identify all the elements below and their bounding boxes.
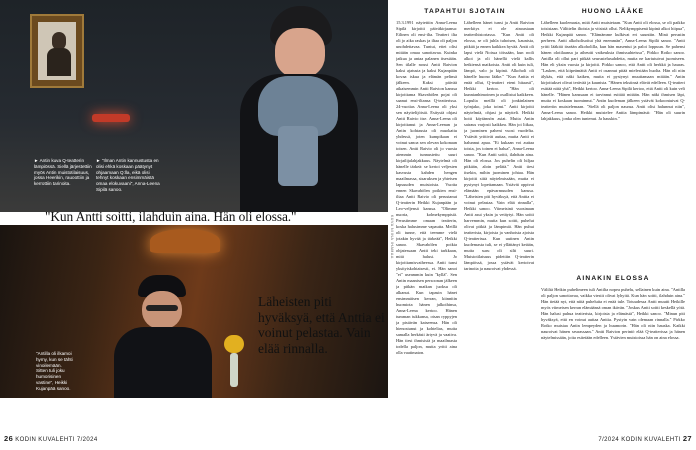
caption-left-photo: ► Antin kuva Q-teatterin lämpiössä. Siellä järjestettiin myös Antin muistotilaisuus, jossa Heerikin, rauoottiin ja kerrottiin tarinoita.: [34, 158, 92, 187]
lamp-shape: [150, 229, 220, 253]
column-4: Väliltä Heikin puhelimeen tuli Antilta nopea puhelu, sellainen kuin aina. "Antilla oli paljon sanottavaa, vaikka viestit olivat lyhyitä. Kun hän soitti, ilahduin aina." Hän tietää nyt, että niitä puheluita ei enää tule. Totuudessa Antti muutti Heikille myös viimeisen kerran elämäänsä oman ikävän. "Joskus Antti soitti keskellä yötä. Hän halusi puhua teatterista, kirjoista ja elämästä", Heikki sanoo. "Minun piti hyväksyä, että en voinut auttaa Anttia. Pystyin vain olemaan rinnalla." Pirkko Rotko muistaa Antin lempeyden ja huumorin. "Hän oli niin hauska. Kaikki nauroivat hänen seurassaan." Antti Raivion perintö elää Q-teatterissa ja hänen näytelmissään, joita esitetään edelleen. Ystävien muistoissa hän on aina elossa.: [541, 287, 685, 340]
photo-credit: KUVA NIINA IHAMAA: [390, 215, 394, 259]
column-1: 15.3.1991 näytettiin Anna-Leena Sipilä kirjoitti päiväkirjaansa: Eilinen oli ensi-ilta. Teatteri ilta oli jo aika raskas ja iltaa oli paljon unohdettavaa. Tuntui, ettei olisi mitään omaa sanottavaa. Kuinka jatkua ja antaa palanen itsestään. Sen tilalle nousi Antti Raivion kaksi ajatusta ja kaksi Kujanpään kovaa iskua ja elämän pelinsä jälkeen. Kaksi päivää aikaisemmin Antti Raivion kanssa kirjoittama Skavabölen pojat oli saanut ensi-iltansa Q-teatterissa. 24-vuotias Anna-Leena oli yksi sen näyttelijöistä. Esitystä ohjasi Antti Raivio itse. Anna-Leena oli kirjoittanut ja Anna-Leenan ja Antin kohtausta oli muokattu yhdessä, joten kumpikaan ei voinut sanoa sen olevan kokonaan toisen. Antti Raivio oli jo vuosia aiemmin tunnustettu suuri kirjailijalahjakkuus. Näytelmä oli hänelle tärkeä: se kertoi veljesten kasvusta kahden hengen maailmassa, sisaruksen ja yhteisen lapsuuden muistoista. Vuotta ennen Skavabölen poikien ensi-iltaa Antti Raivio oli perustanut Q-teatterin Heikki Kujanpään ja Leo-veljensä kanssa. "Olimme nuoria, kolmekymppisiä. Perustimme omaan teatterin, koska halusimme vapautta. Meillä oli tunne, että teemme vielä jotakin hyvää ja tärkeää", Heikki sanoo. Skavabölen poikia ohjatessaan Antti teki tarkkaan, mitä halusi. Jo kirjoittamisvaiheessa. Antti tunsi yksityiskohtaisesti, ei. Hän sanoi "ei" useammin kuin "kyllä". Sen Antin maanisen persoonan jälkeen ja pitkän matkan juoksu oli alkanut. Kun tapasin hänet ensimmäisen kerran, kiinnitin huomiota hänen jalkoihinsa, Anna-Leena kertoo. Hänen tumman tukkansa, otsan ryppyjen ja pistävän katseensa. Hän oli hienostunut ja kohtelias, mutta samalla herkästi ärtyvä ja vaativa. Hän tiesi ihmisistä ja maailmasta todella paljon, mutta yritti aina olla vaatimaton.: [396, 20, 457, 355]
column-3: Lähelleen kuolemasta, mitä Antti muistetaan. "Kun Antti oli elossa, se oli paikko toisistaan. Välittelin iltoista ja vitsistä ollut. Nelikymppisenä kipinä alkoi hiipua", Heikki Kujanpää sanoo. "Elämämme kulkivat eri suuntiin. Minä perustin perheen. Antti alkoholisoitui yhä enemmän", Anna-Leena Sipilä sanoo. "Antti yritti lääkitä itseään alkoholilla, kun hän masentui ja paloi loppuun. Se pahensi hänen olotilaansa ja aiheutti vaikeuksia ihmissuhteissa", Pirkko Rotko sanoo. Antilla oli ollut pari pitkää seurustelusuhdetta, mutta ne kariutuivat juomiseen. Hän eli yksin vuosia ja kirjoitti. Pirkko sanoo, että Antti oli herkkä ja hauras. "Lasken, että kiipeämättä Antti ei osannut pitää mielestään huolta. Hän oli niin älykäs, että näki kaiken, mutta ei pystynyt muuttamaan mitään." Antin kirjoitukset olivat terävää ja kaunista. "Hänen tekstinsä elävät edelleen. Q-teatteri esittää niitä yhä", Heikki kertoo. Anna-Leena Sipilä kertoo, että Antti oli kuin veli hänelle. "Hänen kanssaan ei tarvinnut esittää mitään. Hän näki ihmisen läpi, mutta ei koskaan tuominnut." Antin kuoleman jälkeen ystävät kokoontuivat Q-teatteriin muistelemaan. "Siellä oli paljon naurua. Antti olisi halunnut niin", Anna-Leena sanoo. Heikki muistelee Anttia lämpimästi: "Hän oli suurin lahjakkuus, jonka olen tuntenut. Ja hauskin.": [541, 20, 685, 121]
section-heading-2: HUONO LÄÄKE: [581, 8, 645, 15]
lamp-glow: [92, 114, 130, 122]
column-2: Lähelleen hänet tunsi ja Antti Raivion merkitys ei ole ainoastaan teatterihistoriassa. "Kun Antti oli elossa, se oli juhla tuhoisen, kaunista, pitkää ja ennen kaikkea hyvää. Antti oli lapsi vielä Noissa töissään, kun rooli alkoi ja oli hänellä vielä kallis hetkiensä matkoista. Antti oli kuin tuli, lämpö, valo ja kipinä. Alkoholi oli hänelle huono lääke." "Kun Anttia ei enää ollut, Q-teatteri eteni hitaasti", Heikki kertoo. "Hän oli kunnianhimoinen ja osallistui kaikkeen. Lopulta meillä oli jonkinlainen työnjako, joka toimi." Antti kirjoitti näytelmiä, ohjasi ja näytteli. Heikki hoiti käytännön asiat. Mutta Antin sairaus varjosti kaikkea. Hän joi liikaa, ja juominen paheni vuosi vuodelta. Ystävät yrittivät auttaa, mutta Antti ei halunnut apua. "Ei kukaan voi auttaa toista, jos toinen ei halua", Anna-Leena sanoo. "Kun Antti soitti, ilahduin aina. Hän oli elossa. Jos puhelin oli hiljaa pitkään, aloin pelätä." Antti tiesi itsekin, mihin juominen johtaa. Hän kirjoitti siitä näytelmissään, mutta ei pystynyt lopettamaan. Ystävät oppivat elämään epävarmuuden kanssa. "Läheisten piti hyväksyä, että Anttia ei voinut pelastaa. Vain elää rinnalla", Heikki sanoo. Viimeisinä vuosinaan Antti asui yksin ja vetäytyi. Hän soitti harvemmin, mutta kun soitti, puhelut olivat pitkiä ja lämpimiä. Hän puhui teatterista, kirjoista ja vanhoista ajoista Q-teatterissa. Kun uutinen Antin kuolemasta tuli, se ei yllättänyt ketään, mutta suru oli silti suuri. Muistotilaisuus pidettiin Q-teatterin lämpiössä, jossa ystävät kertoivat tarinoita ja nauroivat yhdessä.: [464, 20, 534, 271]
man-figure: [108, 275, 218, 398]
section-heading-3: AINAKIN ELOSSA: [576, 275, 650, 282]
section-heading-1: TAPAHTUI SJOTAIN: [424, 8, 506, 15]
magazine-right: 7/2024 KODIN KUVALEHTI: [598, 437, 681, 443]
pull-quote: Läheisten piti hyväksyä, että Anttia ei voinut pelastaa. Vain elää rinnalla.: [258, 294, 385, 356]
caption-bottom-photo: "Antilla oli ilkamoi hymy, kun se tähti vinoilemään. Sitten tuli joku humorisinen vastine", Heikki Kujanpää sanoo.: [36, 351, 73, 391]
framed-portrait: [30, 14, 84, 88]
magazine-left: KODIN KUVALEHTI 7/2024: [15, 437, 98, 443]
quote: "Kun Antti soitti, ilahduin aina. Hän oli elossa.": [45, 209, 297, 224]
flower-vase: [222, 335, 246, 390]
folio-left: [4, 434, 98, 443]
page-number-right: 27: [682, 434, 692, 443]
woman-figure: [220, 6, 388, 212]
page-number-left: 26: [4, 434, 14, 443]
caption-right-photo: ► "Ilman Antin kannustusta en olisi ehkä koskaan päätynyt ohjaamaan Q:lla, eikä olisi tehnyt koskaan ensimmäistä omaa elokuvaani", Anna-Leena Sipilä sanoo.: [96, 158, 160, 192]
folio-right: [598, 434, 692, 443]
photo-top: [0, 0, 388, 212]
